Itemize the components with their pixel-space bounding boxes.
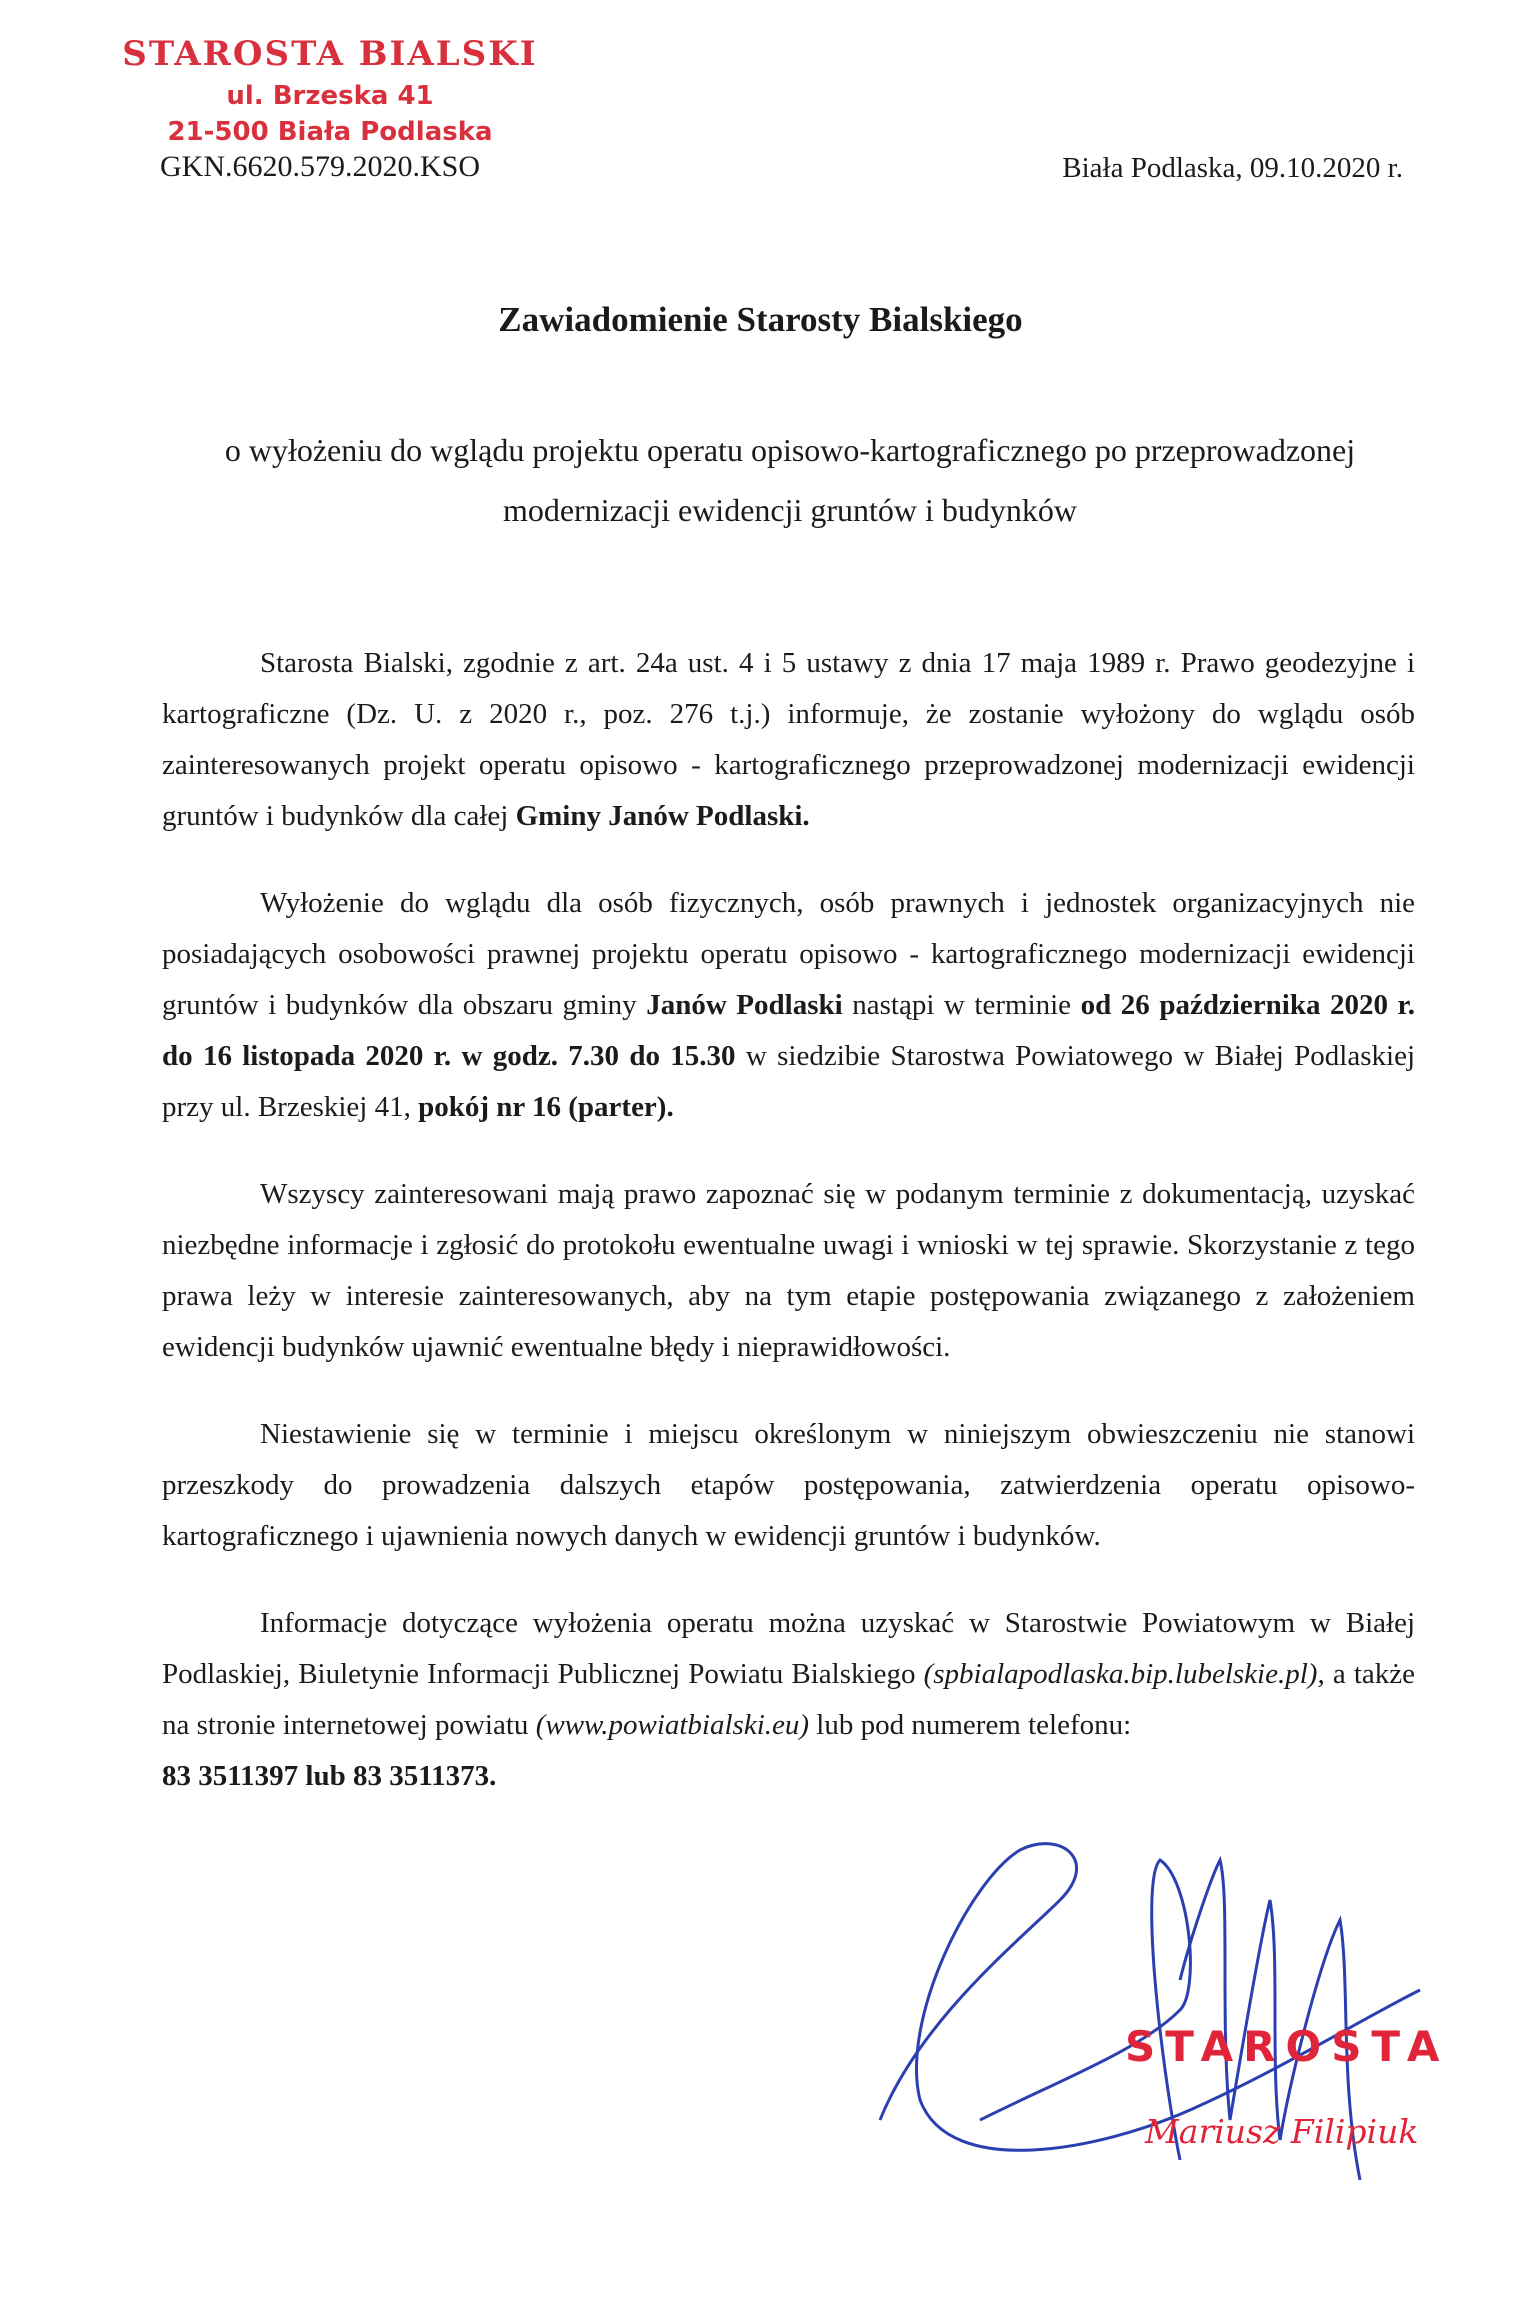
stamp-city: 21-500 Biała Podlaska xyxy=(167,117,493,147)
room-number: pokój nr 16 (parter). xyxy=(418,1091,674,1123)
handwritten-signature xyxy=(860,1820,1460,2220)
subtitle-line-2: modernizacji ewidencji gruntów i budynków xyxy=(502,492,1078,528)
gmina-name: Gminy Janów Podlaski. xyxy=(515,800,810,832)
place-and-date: Biała Podlaska, 09.10.2020 r. xyxy=(1062,152,1403,184)
paragraph-2-text-3 xyxy=(451,1040,461,1072)
document-body xyxy=(162,638,1415,1838)
signature-stamp-title: STAROSTA xyxy=(1125,2022,1450,2071)
paragraph-5-text-2: a także na stronie internetowej powiatu xyxy=(162,1658,1416,1741)
paragraph-4: Niestawienie się w terminie i miejscu określonym w niniejszym obwieszczeniu nie stanowi przeszkody do prowadzenia dalszych etapów postępowania, zatwierdzenia operatu opisowo-kartograficznego i ujawnienia nowych danych w ewidencji gruntów i budynków. xyxy=(162,1418,1415,1552)
paragraph-5-text-1: Informacje dotyczące wyłożenia operatu można uzyskać w Starostwie Powiatowym w Białej Podlaskiej, Biuletynie Informacji Publicznej Powiatu Bialskiego xyxy=(162,1607,1415,1690)
stamp-title: STAROSTA BIALSKI xyxy=(122,34,538,74)
website-address: (www.powiatbialski.eu) xyxy=(535,1709,810,1741)
signature-stamp-name: Mariusz Filipiuk xyxy=(1145,2112,1419,2151)
office-hours: w godz. 7.30 do 15.30 xyxy=(461,1040,736,1072)
paragraph-2-text-2: nastąpi w terminie xyxy=(842,989,1081,1021)
subtitle-line-1: o wyłożeniu do wglądu projektu operatu opisowo-kartograficznego po przeprowadzonej xyxy=(224,432,1356,468)
phone-numbers: 83 3511397 lub 83 3511373. xyxy=(162,1760,497,1792)
paragraph-2-text-1: Wyłożenie do wglądu dla osób fizycznych, osób prawnych i jednostek organizacyjnych nie posiadających osobowości prawnej projektu operatu opisowo - kartograficznego modernizacji ewidencji gruntów i budynków dla obszaru gminy xyxy=(162,887,1415,1021)
paragraph-3: Wszyscy zainteresowani mają prawo zapoznać się w podanym terminie z dokumentacją, uzyskać niezbędne informacje i zgłosić do protokołu ewentualne uwagi i wnioski w tej sprawie. Skorzystanie z tego prawa leży w interesie zainteresowanych, aby na tym etapie postępowania związanego z założeniem ewidencji budynków ujawnić ewentualne błędy i nieprawidłowości. xyxy=(162,1178,1415,1363)
gmina-name-bold: Janów Podlaski xyxy=(646,989,843,1021)
paragraph-2-text-4: w siedzibie Starostwa Powiatowego w Białej Podlaskiej przy ul. Brzeskiej 41, xyxy=(162,1040,1416,1123)
case-reference: GKN.6620.579.2020.KSO xyxy=(160,150,481,183)
office-stamp xyxy=(0,30,660,150)
paragraph-1-text: Starosta Bialski, zgodnie z art. 24a ust. 4 i 5 ustawy z dnia 17 maja 1989 r. Prawo geodezyjne i kartograficzne (Dz. U. z 2020 r., poz. 276 t.j.) informuje, że zostanie wyłożony do wglądu osób zainteresowanych projekt operatu opisowo - kartograficznego przeprowadzonej modernizacji ewidencji gruntów i budynków dla całej xyxy=(162,647,1415,832)
paragraph-5 xyxy=(162,1598,1415,1802)
stamp-street: ul. Brzeska 41 xyxy=(226,81,434,111)
paragraph-2 xyxy=(162,878,1415,1133)
paragraph-5-text-3: lub pod numerem telefonu: xyxy=(809,1709,1132,1741)
document-subtitle xyxy=(190,420,1390,540)
document-title: Zawiadomienie Starosty Bialskiego xyxy=(498,300,1023,339)
signature-stroke xyxy=(880,1844,1420,2151)
date-range: od 26 października 2020 r. do 16 listopada 2020 r. xyxy=(162,989,1416,1072)
bip-address: (spbialapodlaska.bip.lubelskie.pl), xyxy=(923,1658,1325,1690)
paragraph-1 xyxy=(162,638,1415,842)
